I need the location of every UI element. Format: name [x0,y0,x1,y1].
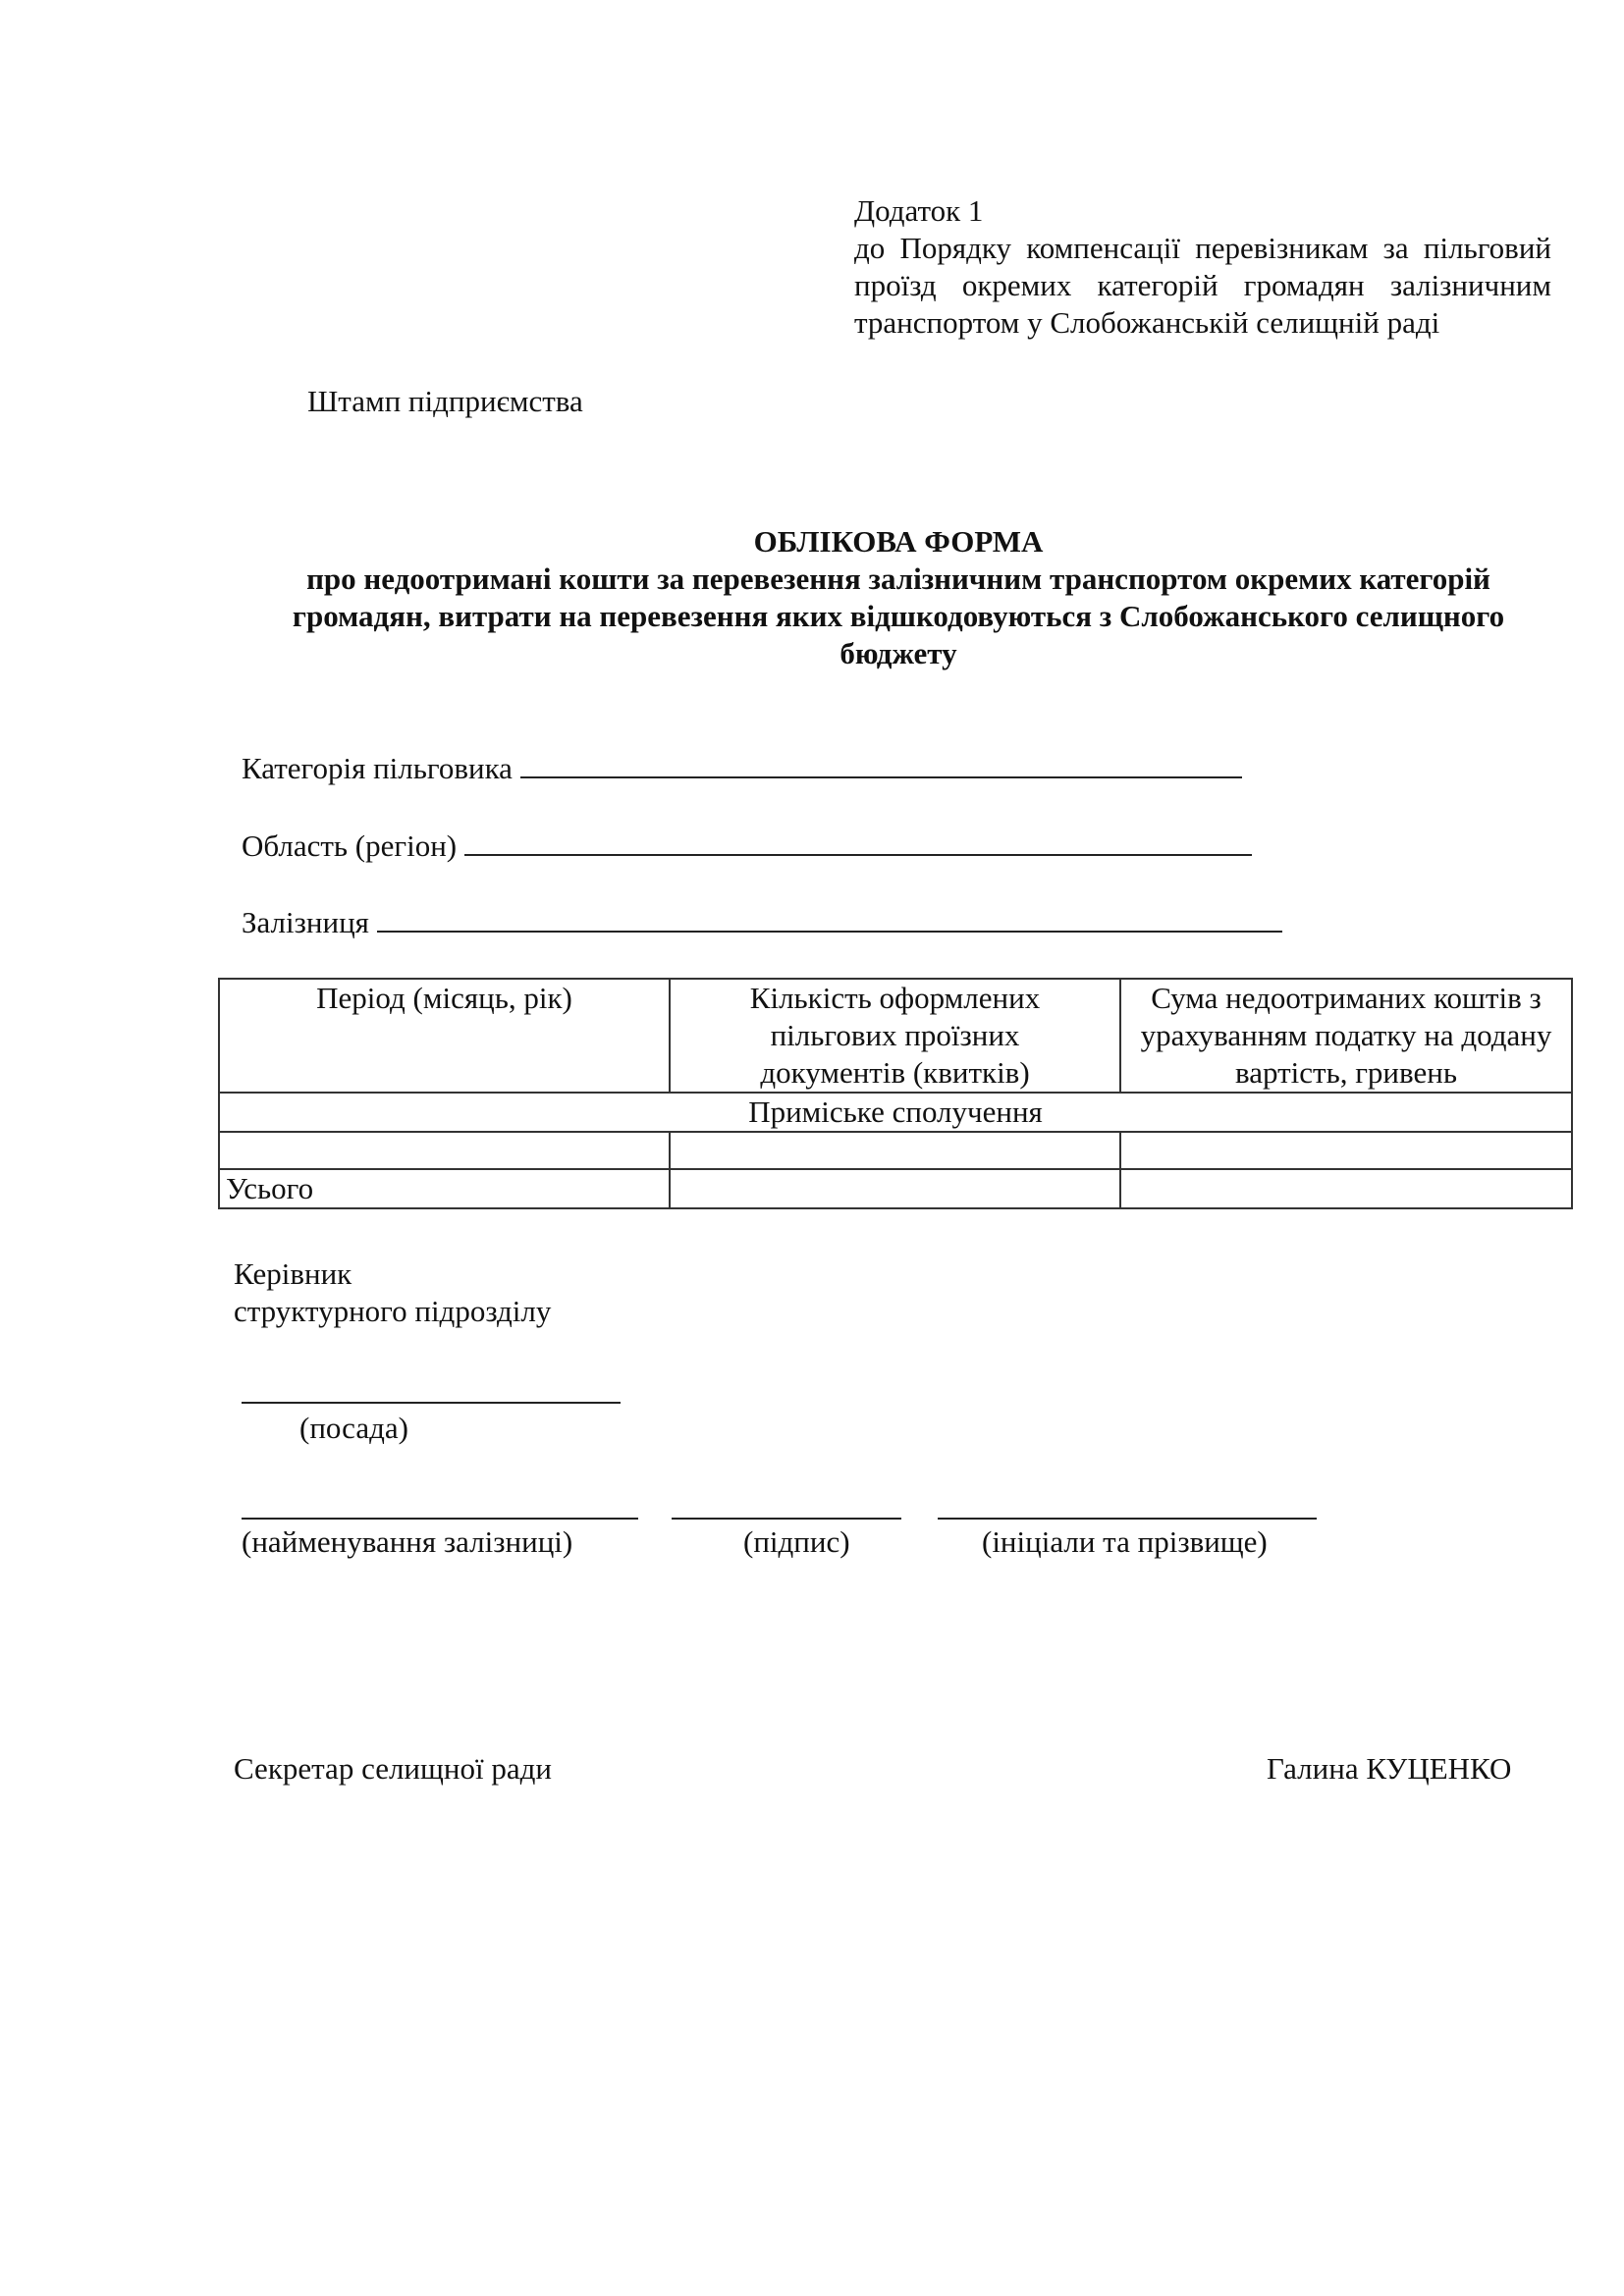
compensation-table [218,978,1573,1209]
category-input-line[interactable] [520,747,1242,778]
initials-caption: (ініціали та прізвище) [982,1524,1268,1559]
amount-cell[interactable] [1120,1132,1572,1169]
signature-input-line[interactable] [672,1516,901,1520]
appendix-title: Додаток 1 [854,193,984,228]
head-of-unit-line-2: структурного підрозділу [234,1294,552,1328]
secretary-title: Секретар селищної ради [234,1751,552,1786]
stamp-label: Штамп підприємства [307,384,583,418]
head-of-unit-line-1: Керівник [234,1256,352,1291]
signature-caption: (підпис) [743,1524,850,1559]
railway-name-input-line[interactable] [242,1516,638,1520]
railway-input-line[interactable] [377,901,1282,933]
ticket-count-cell[interactable] [670,1132,1120,1169]
table-total-row [219,1169,1572,1208]
period-cell[interactable] [219,1132,670,1169]
form-subtitle-line-2: громадян, витрати на перевезення яких відшкодовуються з Слобожанського селищного [292,599,1505,633]
total-label: Усього [219,1169,670,1208]
header-amount: Сума недоотриманих коштів з урахуванням податку на додану вартість, гривень [1120,979,1572,1093]
railway-name-caption: (найменування залізниці) [242,1524,573,1559]
head-of-unit [234,1255,551,1330]
form-subtitle-line-3: бюджету [839,636,957,670]
header-period: Період (місяць, рік) [219,979,670,1093]
total-amount-cell[interactable] [1120,1169,1572,1208]
railway-field [242,901,1282,941]
table-section-row [219,1093,1572,1132]
region-label: Область (регіон) [242,828,458,863]
appendix-note [854,192,1551,342]
railway-label: Залізниця [242,905,369,939]
form-subtitle-line-1: про недоотримані кошти за перевезення залізничним транспортом окремих категорій [306,561,1490,596]
position-caption: (посада) [299,1411,408,1445]
category-field [242,747,1242,787]
region-field [242,825,1252,865]
total-ticket-count-cell[interactable] [670,1169,1120,1208]
form-heading: ОБЛІКОВА ФОРМА [753,524,1044,559]
category-label: Категорія пільговика [242,751,513,785]
table-header-row [219,979,1572,1093]
form-title [226,523,1571,672]
section-suburban: Приміське сполучення [219,1093,1572,1132]
appendix-text: до Порядку компенсації перевізникам за пільговий проїзд окремих категорій громадян залізничним транспортом у Слобожанській селищній раді [854,231,1551,340]
table-row [219,1132,1572,1169]
header-ticket-count: Кількість оформлених пільгових проїзних документів (квитків) [670,979,1120,1093]
position-input-line[interactable] [242,1400,621,1404]
secretary-name: Галина КУЦЕНКО [1267,1751,1512,1786]
region-input-line[interactable] [464,825,1252,856]
initials-input-line[interactable] [938,1516,1317,1520]
